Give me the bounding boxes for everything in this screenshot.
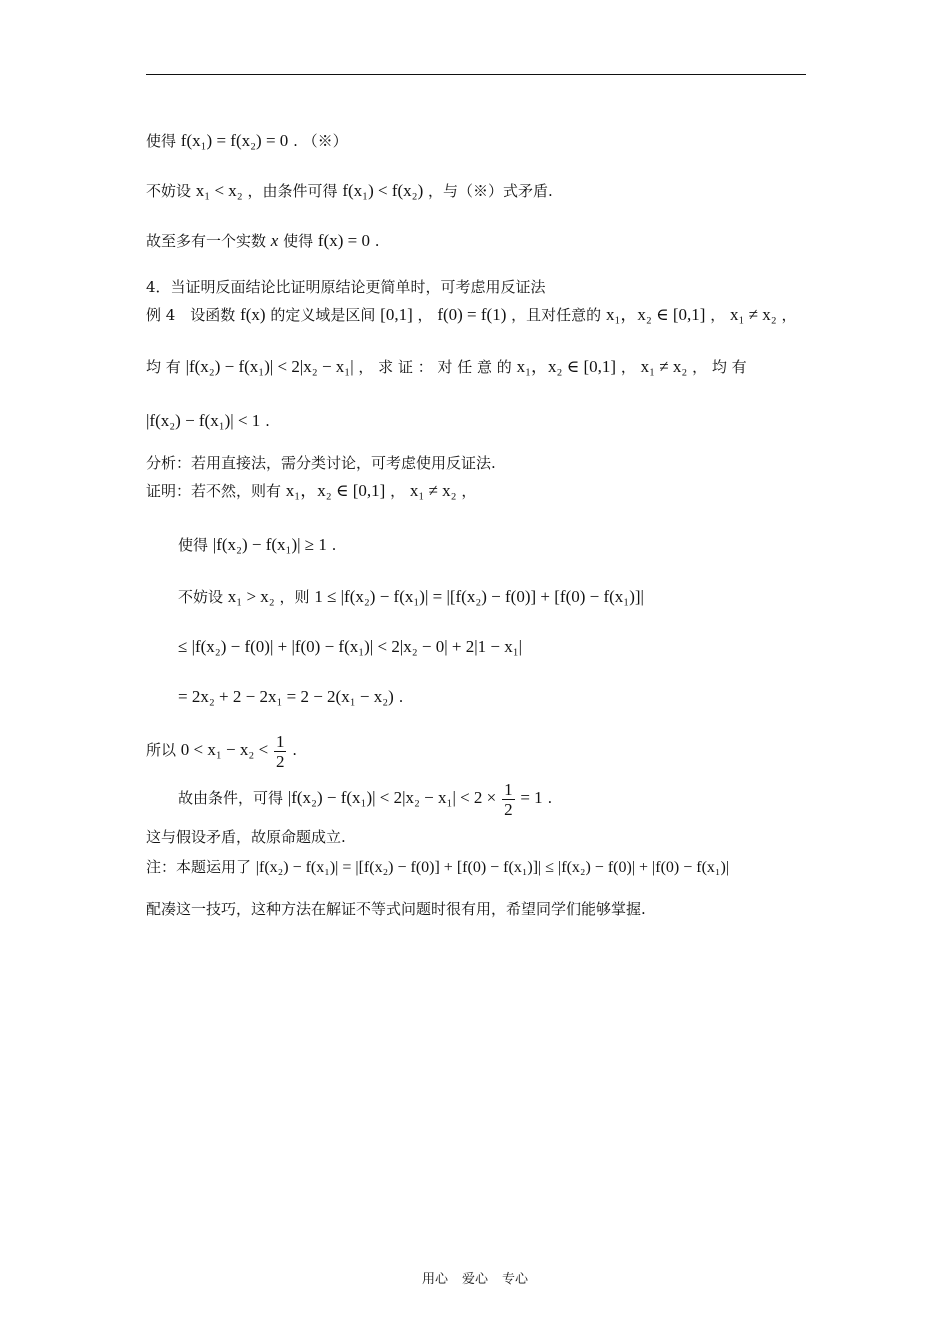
text: 例 4 设函数 [146, 306, 236, 324]
text: 证明：若不然，则有 [146, 482, 282, 500]
formula: f(x) = 0 [317, 231, 370, 250]
text: ， [620, 358, 636, 376]
text: 均 有 [146, 358, 181, 376]
line-1 [146, 130, 816, 152]
line-6 [146, 356, 816, 378]
text: ，与（※）式矛盾. [428, 182, 553, 200]
formula: f(x₁) = f(x₂) = 0 [180, 131, 289, 150]
formula: x₁ < x₂ [195, 181, 243, 200]
line-14 [146, 730, 816, 771]
text: . [265, 412, 270, 430]
line-7 [146, 410, 816, 432]
formula: f(x) [240, 305, 266, 324]
header-rule [146, 74, 806, 75]
line-10 [178, 534, 848, 556]
text: ， [417, 306, 433, 324]
formula: |f(x₂) − f(x₁)| < 2|x₂ − x₁| < 2 × [287, 788, 497, 807]
text: . [398, 688, 404, 706]
text: ， [781, 306, 797, 324]
formula: x₁ ≠ x₂ [640, 357, 688, 376]
text: 的定义域是区间 [270, 306, 376, 324]
text: 不妨设 [146, 182, 192, 200]
text: 注：本题运用了 [146, 858, 252, 876]
text: ，则 [279, 588, 310, 606]
formula: |f(x₂) − f(x₁)| < 1 [146, 411, 261, 430]
text: 不妨设 [178, 588, 224, 606]
conclusion-line [146, 826, 816, 848]
text: ， [710, 306, 726, 324]
line-11 [178, 586, 848, 608]
text: ， [461, 482, 477, 500]
text: 4．当证明反面结论比证明原结论更简单时，可考虑用反证法 [146, 278, 546, 296]
text: . [331, 536, 337, 554]
section-heading [146, 276, 816, 298]
text: ，且对任意的 [511, 306, 602, 324]
formula: |f(x₂) − f(x₁)| ≥ 1 [212, 535, 327, 554]
footer-text: 专心 [502, 1272, 529, 1287]
text: . （※） [293, 132, 348, 150]
fraction [502, 780, 515, 819]
line-12 [178, 636, 848, 658]
text: 使得 [283, 232, 314, 250]
line-5 [146, 304, 816, 326]
fraction-numerator: 1 [504, 779, 513, 799]
text: 分析：若用直接法，需分类讨论，可考虑使用反证法. [146, 454, 496, 472]
formula: x₁，x₂ ∈ [0,1] [516, 357, 617, 376]
formula: x₁ ≠ x₂ [409, 481, 457, 500]
formula: [0,1] [380, 305, 413, 324]
text: 使得 [146, 132, 177, 150]
formula: x₁，x₂ ∈ [0,1] [285, 481, 386, 500]
text: . [374, 232, 380, 250]
text: 故至多有一个实数 [146, 232, 267, 250]
formula: x₁，x₂ ∈ [0,1] [605, 305, 706, 324]
text: 配凑这一技巧，这种方法在解证不等式问题时很有用，希望同学们能够掌握. [146, 900, 646, 918]
line-2 [146, 180, 816, 202]
formula: 1 ≤ |f(x₂) − f(x₁)| = |[f(x₂) − f(0)] + [f(0) − f(x₁)]| [314, 587, 644, 606]
note-line [146, 856, 816, 879]
line-13 [178, 686, 848, 708]
formula: x [270, 231, 279, 250]
formula: = 1 [520, 788, 543, 807]
formula: x₁ > x₂ [227, 587, 275, 606]
text: ， [390, 482, 406, 500]
footer-text: 爱心 [461, 1272, 488, 1287]
text: ， 均 有 [692, 358, 747, 376]
formula: |f(x₂) − f(x₁)| = |[f(x₂) − f(0)] + [f(0) − f(x₁)]| ≤ |f(x₂) − f(0)| + |f(0) − f(x₁)| [255, 859, 730, 876]
page-footer [0, 1268, 950, 1287]
text: . [292, 741, 298, 759]
formula: f(0) = f(1) [437, 305, 507, 324]
note-line-2 [146, 898, 816, 920]
line-15 [178, 778, 848, 819]
fraction [274, 732, 287, 771]
footer-text: 用心 [421, 1272, 448, 1287]
formula: 0 < x₁ − x₂ < [180, 740, 269, 759]
text: ， 求 证 ： 对 任 意 的 [358, 358, 512, 376]
formula: |f(x₂) − f(x₁)| < 2|x₂ − x₁| [185, 357, 354, 376]
text: 故由条件，可得 [178, 789, 284, 807]
text: ，由条件可得 [247, 182, 338, 200]
text: 使得 [178, 536, 209, 554]
text: . [547, 789, 553, 807]
fraction-numerator: 1 [275, 731, 285, 751]
fraction-denominator: 2 [275, 751, 285, 771]
line-3 [146, 230, 816, 252]
text: 所以 [146, 741, 177, 759]
formula: f(x₁) < f(x₂) [342, 181, 424, 200]
proof-line [146, 480, 816, 502]
formula: = 2x₂ + 2 − 2x₁ = 2 − 2(x₁ − x₂) [178, 687, 394, 706]
formula: ≤ |f(x₂) − f(0)| + |f(0) − f(x₁)| < 2|x₂ − 0| + 2|1 − x₁| [178, 637, 523, 656]
text: 这与假设矛盾，故原命题成立. [146, 828, 346, 846]
fraction-denominator: 2 [504, 799, 513, 819]
analysis-line [146, 452, 816, 474]
formula: x₁ ≠ x₂ [730, 305, 777, 324]
